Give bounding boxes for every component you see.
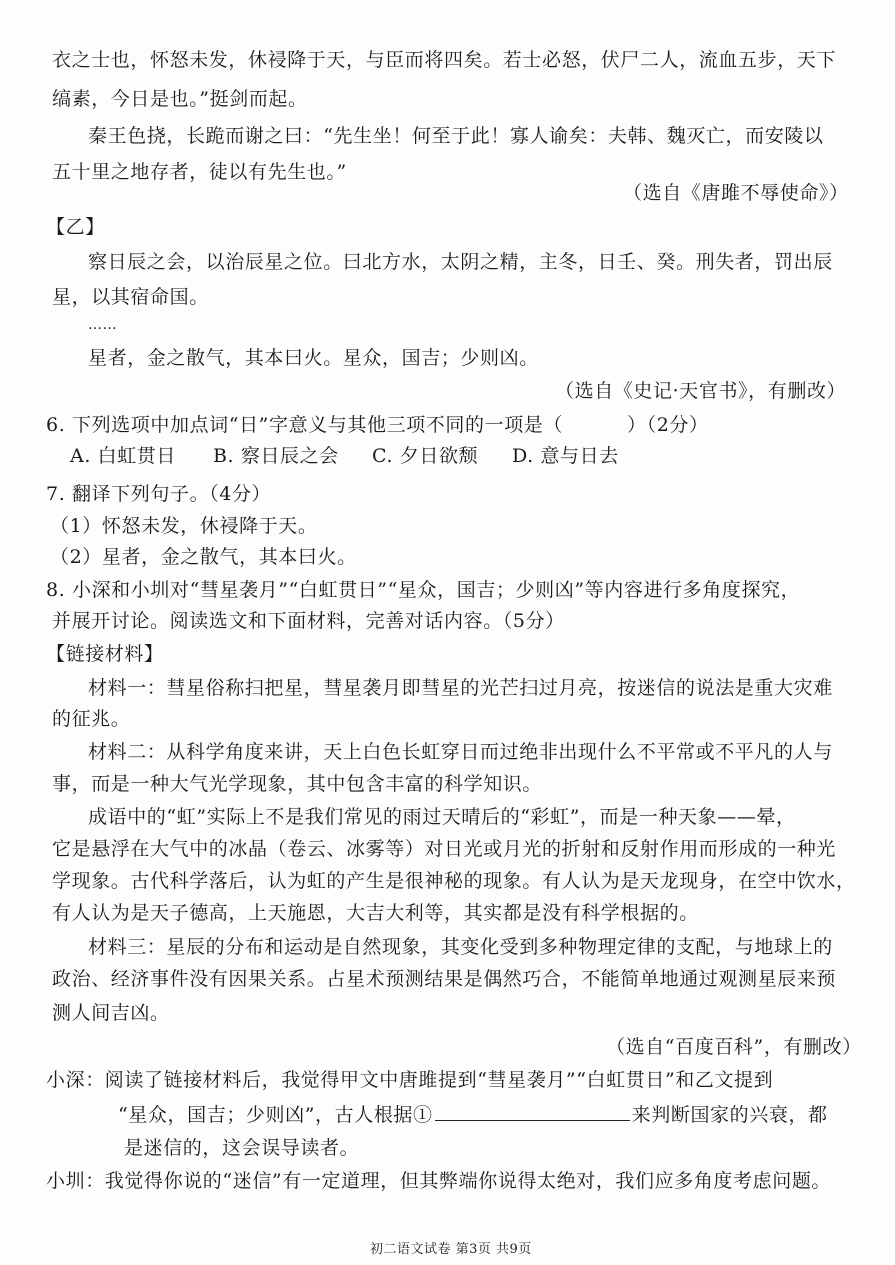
jia-text-line: 衣之士也，怀怒未发，休祲降于天，与臣而将四矣。若士必怒，伏尸二人，流血五步，天下 (52, 49, 837, 71)
material-2-line: 成语中的“虹”实际上不是我们常见的雨过天晴后的“彩虹”，而是一种天象——晕， (88, 806, 796, 828)
xiaoshen-line (118, 1102, 895, 1127)
material-2-line: 有人认为是天子德高，上天施恩，大吉大利等，其实都是没有科学根据的。 (52, 902, 699, 924)
material-3-line: 政治、经济事件没有因果关系。占星术预测结果是偶然巧合，不能简单地通过观测星辰来预 (52, 968, 837, 990)
material-2-line: 事，而是一种大气光学现象，其中包含丰富的科学知识。 (52, 773, 543, 795)
jia-text-line: 缟素，今日是也。”挺剑而起。 (52, 88, 308, 110)
q6-points: ）（2分） (627, 414, 709, 436)
material-3-line: 测人间吉凶。 (52, 1002, 170, 1024)
q8-stem-line: 8. 小深和小圳对“彗星袭月”“白虹贯日”“星众，国吉；少则凶”等内容进行多角度探究， (46, 579, 801, 601)
yi-ellipsis: …… (88, 317, 118, 333)
xiaozhen-line: 小圳：我觉得你说的“迷信”有一定道理，但其弊端你说得太绝对，我们应多角度考虑问题。 (46, 1170, 832, 1192)
jia-text-line: 五十里之地存者，徒以有先生也。” (52, 161, 347, 183)
page-footer: 初二语文试卷 第3页 共9页 (370, 1242, 532, 1257)
yi-source: （选自《史记·天官书》，有删改） (555, 380, 847, 402)
material-source: （选自“百度百科”，有删改） (606, 1036, 862, 1058)
xiaoshen-line: 是迷信的，这会误导读者。 (124, 1137, 360, 1159)
jia-source: （选自《唐雎不辱使命》） (623, 182, 849, 204)
q6-option-a: A. 白虹贯日 (70, 445, 177, 467)
q6-option-c: C. 夕日欲颓 (372, 445, 479, 467)
xiaoshen-line: 小深：阅读了链接材料后，我觉得甲文中唐雎提到“彗星袭月”“白虹贯日”和乙文提到 (46, 1069, 774, 1091)
q6-stem (46, 413, 895, 437)
q7-sentence-2: （2）星者，金之散气，其本曰火。 (50, 546, 357, 568)
q7-stem: 7. 翻译下列句子。（4分） (46, 483, 272, 505)
material-3-line: 材料三：星辰的分布和运动是自然现象，其变化受到多种物理定律的支配，与地球上的 (88, 936, 833, 958)
q6-option-b: B. 察日辰之会 (213, 445, 339, 467)
material-2-line: 材料二：从科学角度来讲，天上白色长虹穿日而过绝非出现什么不平常或不平凡的人与 (88, 741, 833, 763)
q8-stem-line: 并展开讨论。阅读选文和下面材料，完善对话内容。（5分） (52, 610, 565, 632)
material-1-line: 的征兆。 (52, 708, 131, 730)
yi-text-line: 星者，金之散气，其本曰火。星众，国吉；少则凶。 (88, 347, 539, 369)
jia-text-line: 秦王色挠，长跪而谢之曰：“先生坐！何至于此！寡人谕矣：夫韩、魏灭亡，而安陵以 (88, 125, 824, 147)
yi-text-line: 察日辰之会，以治辰星之位。曰北方水，太阴之精，主冬，日壬、癸。刑失者，罚出辰 (88, 251, 833, 273)
link-material-heading: 【链接材料】 (46, 643, 164, 665)
q6-option-d: D. 意与日去 (512, 445, 619, 467)
material-2-line: 学现象。古代科学落后，认为虹的产生是很神秘的现象。有人认为是天龙现身，在空中饮水， (52, 870, 856, 892)
yi-heading: 【乙】 (46, 216, 105, 238)
yi-text-line: 星，以其宿命国。 (52, 286, 209, 308)
material-2-line: 它是悬浮在大气中的冰晶（卷云、冰雾等）对日光或月光的折射和反射作用而形成的一种光 (52, 838, 837, 860)
xiaoshen-text: “星众，国吉；少则凶”，古人根据① (118, 1104, 433, 1126)
material-1-line: 材料一：彗星俗称扫把星，彗星袭月即彗星的光芒扫过月亮，按迷信的说法是重大灾难 (88, 677, 833, 699)
xiaoshen-text: 来判断国家的兴衰，都 (631, 1104, 828, 1126)
q7-sentence-1: （1）怀怒未发，休祲降于天。 (50, 515, 318, 537)
q6-stem-text: 6. 下列选项中加点词“日”字意义与其他三项不同的一项是（ (46, 414, 563, 436)
answer-blank-1[interactable] (435, 1102, 630, 1121)
